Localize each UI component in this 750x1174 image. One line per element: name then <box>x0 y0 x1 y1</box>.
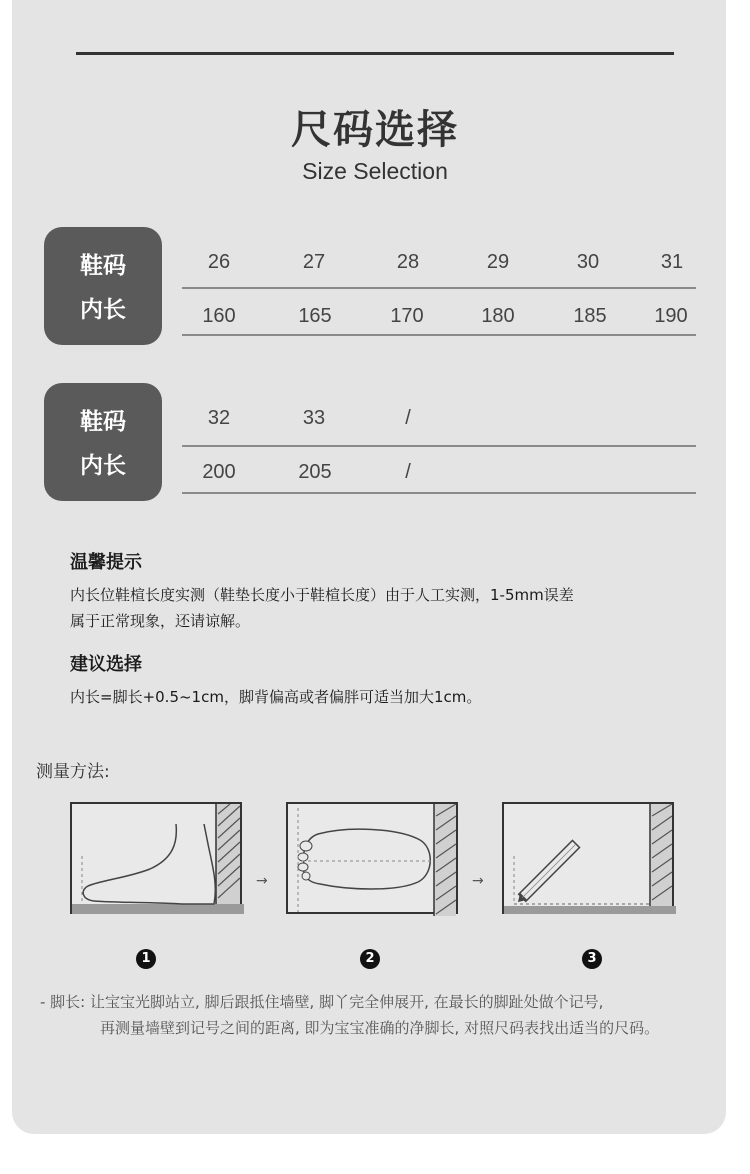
size-cell: 26 <box>207 251 231 273</box>
size-cell: 28 <box>396 251 420 273</box>
foot-top-icon <box>288 804 460 916</box>
shoe-size-label: 鞋码 <box>80 409 126 435</box>
suggestion-title: 建议选择 <box>70 654 142 675</box>
measure-note-line: 再测量墙壁到记号之间的距离, 即为宝宝准确的净脚长, 对照尺码表找出适当的尺码。 <box>100 1019 660 1037</box>
length-cell: 190 <box>654 305 688 327</box>
length-cell: / <box>405 461 411 483</box>
size-table-2 <box>44 383 696 503</box>
step3-illustration <box>502 802 674 914</box>
inner-length-label: 内长 <box>80 297 126 323</box>
step2-illustration <box>286 802 458 914</box>
suggestion <box>70 650 481 710</box>
pencil-mark-icon <box>504 804 676 916</box>
row-divider <box>182 287 696 289</box>
row-divider <box>182 334 696 336</box>
page-title: 尺码选择 <box>291 107 459 153</box>
size-table-label <box>44 383 162 501</box>
length-cell: 200 <box>202 461 236 483</box>
size-table-label <box>44 227 162 345</box>
warm-tips-line: 属于正常现象，还请谅解。 <box>70 612 251 630</box>
row-divider <box>182 492 696 494</box>
length-cell: 205 <box>298 461 332 483</box>
step1-illustration <box>70 802 242 914</box>
step-number-2: 2 <box>360 949 380 969</box>
row-divider <box>182 445 696 447</box>
arrow-icon: → <box>256 873 268 889</box>
arrow-icon: → <box>472 873 484 889</box>
shoe-size-label: 鞋码 <box>80 253 126 279</box>
page-subtitle: Size Selection <box>302 158 448 184</box>
size-cell: 30 <box>576 251 600 273</box>
step-number-1: 1 <box>136 949 156 969</box>
size-cell: / <box>405 407 411 429</box>
size-cell: 29 <box>486 251 510 273</box>
foot-side-icon <box>72 804 244 916</box>
warm-tips-line: 内长位鞋楦长度实测（鞋垫长度小于鞋楦长度）由于人工实测，1-5mm误差 <box>70 586 574 604</box>
top-divider <box>76 52 674 55</box>
step-number-3: 3 <box>582 949 602 969</box>
warm-tips-title: 温馨提示 <box>70 552 142 573</box>
measure-title: 测量方法: <box>36 762 110 782</box>
size-cell: 32 <box>207 407 231 429</box>
length-cell: 160 <box>202 305 236 327</box>
size-cell: 33 <box>302 407 326 429</box>
size-cell: 27 <box>302 251 326 273</box>
size-table-1 <box>44 227 696 347</box>
measure-note-line: - 脚长: 让宝宝光脚站立, 脚后跟抵住墙壁, 脚丫完全伸展开, 在最长的脚趾处做个记号, <box>40 993 604 1011</box>
warm-tips <box>70 548 574 634</box>
length-cell: 180 <box>481 305 515 327</box>
length-cell: 165 <box>298 305 332 327</box>
size-cell: 31 <box>660 251 684 273</box>
length-cell: 185 <box>573 305 607 327</box>
length-cell: 170 <box>390 305 424 327</box>
suggestion-line: 内长=脚长+0.5~1cm，脚背偏高或者偏胖可适当加大1cm。 <box>70 688 482 706</box>
inner-length-label: 内长 <box>80 453 126 479</box>
